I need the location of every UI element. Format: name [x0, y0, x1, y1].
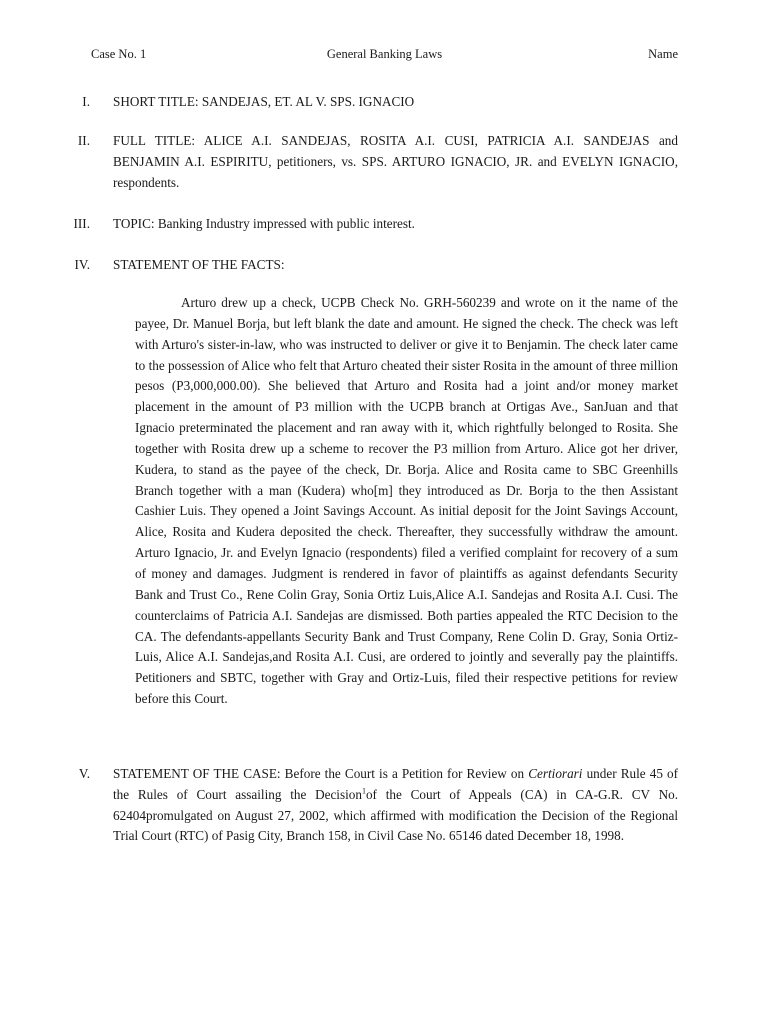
certiorari-italic: Certiorari — [528, 766, 583, 781]
section-numeral: III. — [73, 216, 90, 231]
section-numeral: I. — [82, 94, 90, 109]
footnote-marker[interactable]: 1 — [361, 786, 366, 796]
subject-title: General Banking Laws — [326, 47, 443, 61]
section-numeral: II. — [77, 133, 90, 148]
case-text-middle: under Rule 45 of the Rules of Court assailing the Decision — [113, 766, 679, 802]
section-text: SHORT TITLE: SANDEJAS, ET. AL V. SPS. IGNACIO — [113, 94, 415, 109]
case-text-start: STATEMENT OF THE CASE: Before the Court is a Petition for Review on — [113, 766, 529, 781]
section-text — [113, 764, 678, 847]
case-text-end: of the Court of Appeals (CA) in CA-G.R. CV No. 62404promulgated on August 27, 2002, which affirmed with modification the Decision of the Regional Trial Court (RTC) of Pasig City, Branch 158, in Civil Case No. 65146 dated December 18, 1998. — [113, 786, 678, 844]
name-label: Name — [648, 47, 678, 61]
section-text: FULL TITLE: ALICE A.I. SANDEJAS, ROSITA A.I. CUSI, PATRICIA A.I. SANDEJAS and BENJAMIN A.I. ESPIRITU, petitioners, vs. SPS. ARTURO IGNACIO, JR. and EVELYN IGNACIO, respondents. — [113, 133, 678, 190]
section-numeral: IV. — [74, 257, 90, 272]
facts-paragraph: Arturo drew up a check, UCPB Check No. GRH-560239 and wrote on it the name of the payee, Dr. Manuel Borja, but left blank the date and amount. He signed the check. The check was left with Arturo's sister-in-law, who was instructed to deliver or give it to Benjamin. The check later came to the possession of Alice who felt that Arturo cheated their sister Rosita in the amount of three million pesos (P3,000,000.00). She believed that Arturo and Rosita had a joint and/or money market placement in the amount of P3 million with the UCPB branch at Ortigas Ave., SanJuan and that Ignacio preterminated the placement and ran away with it, which rightfully belonged to Rosita. She together with Rosita drew up a scheme to recover the P3 million from Arturo. Alice got her driver, Kudera, to stand as the payee of the check, Dr. Borja. Alice and Rosita came to SBC Greenhills Branch together with a man (Kudera) who[m] they introduced as Dr. Borja to the then Assistant Cashier Luis. They opened a Joint Savings Account. As initial deposit for the Joint Savings Account, Alice, Rosita and Kudera deposited the check. Thereafter, they successfully withdraw the amount. Arturo Ignacio, Jr. and Evelyn Ignacio (respondents) filed a verified complaint for recovery of a sum of money and damages. Judgment is rendered in favor of plaintiffs as against defendants Security Bank and Trust Co., Rene Colin Gray, Sonia Ortiz Luis,Alice A.I. Sandejas and Rosita A.I. Cusi. The counterclaims of Patricia A.I. Sandejas are dismissed. Both parties appealed the RTC Decision to the CA. The defendants-appellants Security Bank and Trust Company, Rene Colin D. Gray, Sonia Ortiz-Luis, Alice A.I. Sandejas,and Rosita A.I. Cusi, are ordered to jointly and severally pay the plaintiffs. Petitioners and SBTC, together with Gray and Ortiz-Luis, filed their respective petitions for review before this Court. — [135, 295, 678, 707]
section-numeral: V. — [78, 766, 90, 781]
section-text: STATEMENT OF THE FACTS: — [113, 257, 285, 272]
section-text: TOPIC: Banking Industry impressed with public interest. — [113, 216, 415, 231]
case-number: Case No. 1 — [91, 47, 147, 61]
page-header — [91, 47, 678, 65]
